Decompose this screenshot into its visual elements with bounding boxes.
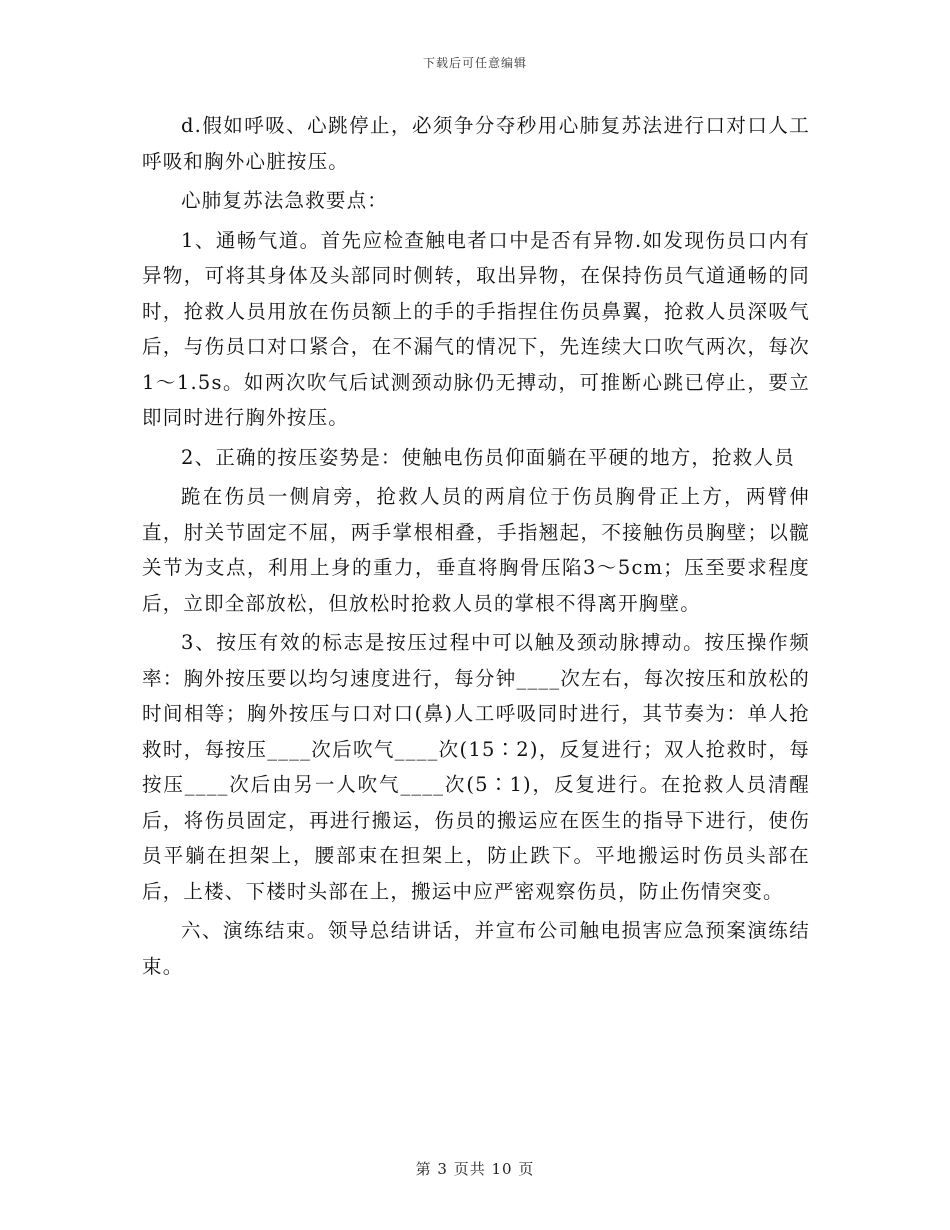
- document-body: [142, 108, 810, 984]
- paragraph-drill-end: 六、演练结束。领导总结讲话，并宣布公司触电损害应急预案演练结束。: [142, 919, 810, 978]
- page-number: 第 3 页共 10 页: [415, 1160, 535, 1178]
- paragraph-cpr-key-points: 心肺复苏法急救要点：: [181, 189, 389, 212]
- page-header: 下载后可任意编辑: [422, 56, 527, 70]
- paragraph-posture: 2、正确的按压姿势是：使触电伤员仰面躺在平硬的地方，抢救人员: [181, 445, 795, 469]
- paragraph-airway: 1、通畅气道。首先应检查触电者口中是否有异物.如发现伤员口内有异物，可将其身体及头部同时侧转，取出异物，在保持伤员气道通畅的同时，抢救人员用放在伤员额上的手的手指捏住伤员鼻翼，抢救人员深吸气后，与伤员口对口紧合，在不漏气的情况下，先连续大口吹气两次，每次1～1.5s。如两次吹气后试测颈动脉仍无搏动，可推断心跳已停止，要立即同时进行胸外按压。: [142, 228, 810, 429]
- paragraph-cpr-intro: d.假如呼吸、心跳停止，必须争分夺秒用心肺复苏法进行口对口人工呼吸和胸外心脏按压。: [142, 114, 810, 173]
- paragraph-posture-detail: 跪在伤员一侧肩旁，抢救人员的两肩位于伤员胸骨正上方，两臂伸直，肘关节固定不屈，两手掌根相叠，手指翘起，不接触伤员胸壁；以髋关节为支点，利用上身的重力，垂直将胸骨压陷3～5cm；压至要求程度后，立即全部放松，但放松时抢救人员的掌根不得离开胸壁。: [142, 485, 810, 615]
- paragraph-compression: 3、按压有效的标志是按压过程中可以触及颈动脉搏动。按压操作频率：胸外按压要以均匀速度进行，每分钟____次左右，每次按压和放松的时间相等；胸外按压与口对口(鼻)人工呼吸同时进行，其节奏为：单人抢救时，每按压____次后吹气____次(15∶2)，反复进行；双人抢救时，每按压____次后由另一人吹气____次(5∶1)，反复进行。在抢救人员清醒后，将伤员固定，再进行搬运，伤员的搬运应在医生的指导下进行，使伤员平躺在担架上，腰部束在担架上，防止跌下。平地搬运时伤员头部在后，上楼、下楼时头部在上，搬运中应严密观察伤员，防止伤情突变。: [142, 631, 810, 903]
